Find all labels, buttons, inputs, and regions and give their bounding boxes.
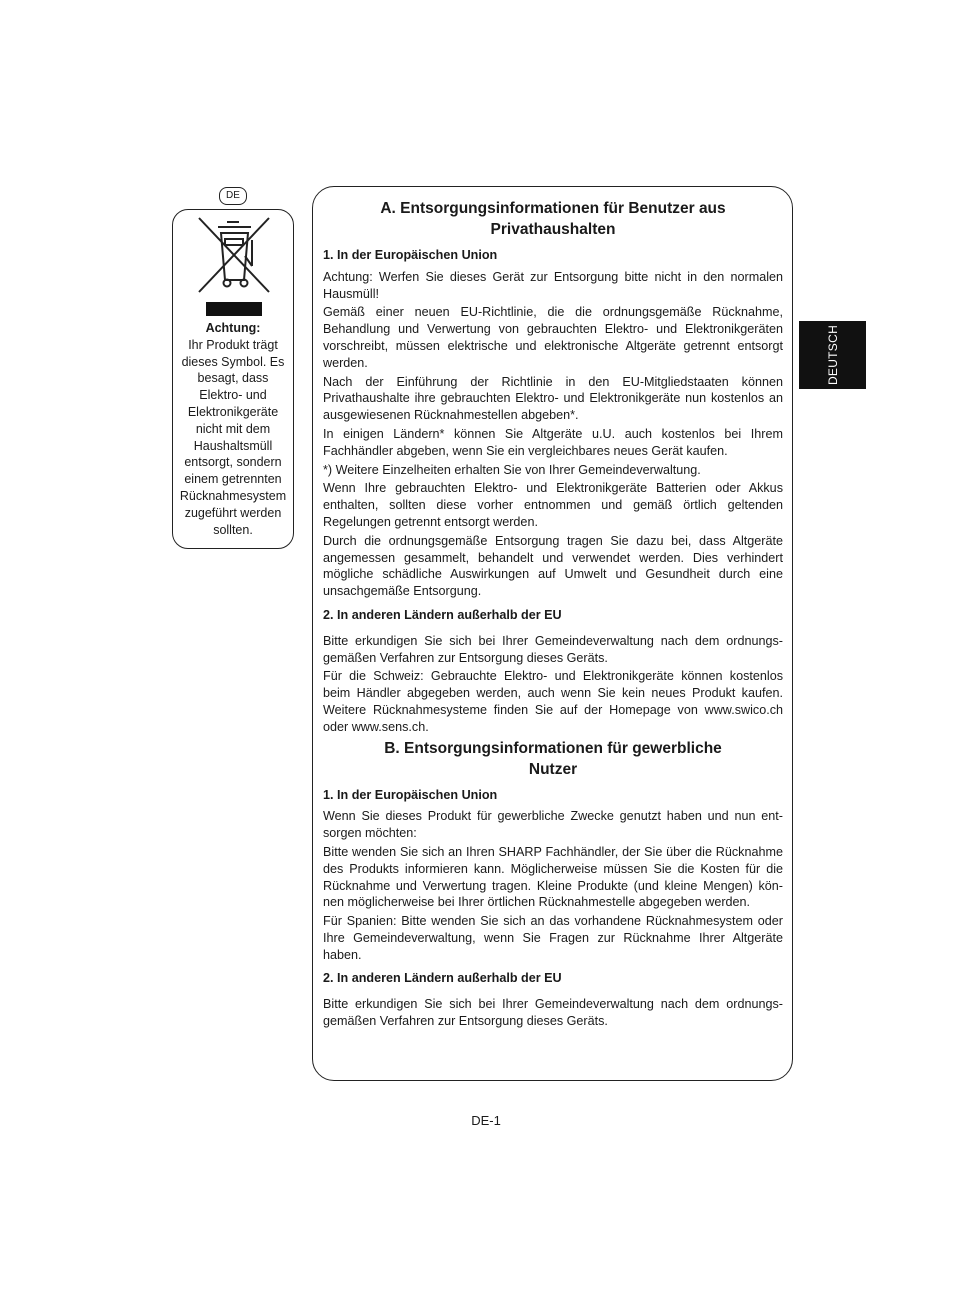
paragraph: In einigen Ländern* können Sie Altgeräte u.U. auch kostenlos bei Ihrem Fachhändler abgeben, wenn Sie ein vergleichbares neues Gerät kaufen. (323, 426, 783, 458)
section-b-title: B. Entsorgungsinformationen für gewerbliche Nutzer (384, 739, 722, 778)
paragraph: Für die Schweiz: Gebrauchte Elektro- und Elektronikgeräte können kostenlos beim Händler abgegeben werden, auch wenn Sie kein neues Produkt kaufen. Weitere Rücknahmesysteme finden Sie auf der Homepage von www.swico.ch oder www.sens.ch. (323, 669, 783, 734)
paragraph: Gemäß einer neuen EU-Richtlinie, die die ordnungsgemäße Rücknahme, Behandlung und Verwertung von gebrauchten Elektro- und Elektronikgeräten vorschreibt, müssen elektrische und elektronische Altgeräte getrennt entsorgt werden. (323, 305, 783, 370)
side-notice-title: Achtung: (205, 321, 261, 335)
paragraph: Bitte wenden Sie sich an Ihren SHARP Fachhändler, der Sie über die Rücknahme des Produkts informieren kann. Möglicherweise müssen Sie die Kosten für die Rücknahme und Verwertung tragen. Kleine Produkte (und kleine Mengen) kön-nen möglicherweise bei Ihrer örtlichen Rücknahmestelle abgegeben werden. (323, 844, 783, 910)
weee-notice-box (172, 209, 294, 549)
language-badge: DE (219, 187, 247, 205)
main-content (323, 198, 783, 1032)
section-a-other-heading: 2. In anderen Ländern außerhalb der EU (323, 607, 562, 622)
section-a-eu-heading: 1. In der Europäischen Union (323, 248, 498, 262)
paragraph: *) Weitere Einzelheiten erhalten Sie von Ihrer Gemeindeverwaltung. (323, 462, 701, 477)
paragraph: Achtung: Werfen Sie dieses Gerät zur Entsorgung bitte nicht in den normalen Hausmüll! (323, 269, 783, 301)
language-tab (799, 321, 866, 389)
black-bar (206, 302, 262, 316)
paragraph: Durch die ordnungsgemäße Entsorgung tragen Sie dazu bei, dass Altgeräte angemessen gesammelt, behandelt und verwendet werden. Dies verhindert mögliche schädliche Auswirkungen auf Umwelt und Gesundheit durch eine unsachgemäße Entsorgung. (323, 533, 783, 599)
paragraph: Bitte erkundigen Sie sich bei Ihrer Gemeindeverwaltung nach dem ordnungs-gemäßen Verfahren zur Entsorgung dieses Geräts. (323, 997, 783, 1029)
paragraph: Wenn Ihre gebrauchten Elektro- und Elektronikgeräte Batterien oder Akkus enthalten, sollten diese vorher entnommen und gemäß örtlich geltenden Regelungen getrennt entsorgt werden. (323, 481, 783, 529)
side-notice-text (175, 320, 291, 538)
section-a-title: A. Entsorgungsinformationen für Benutzer aus Privathaushalten (380, 200, 726, 238)
paragraph: Für Spanien: Bitte wenden Sie sich an das vorhandene Rücknahmesystem oder Ihre Gemeindeverwaltung, wenn Sie Fragen zur Rücknahme Ihrer Altgeräte haben. (323, 914, 783, 962)
side-notice-body: Ihr Produkt trägt dieses Symbol. Es besagt, dass Elektro- und Elektronikgeräte nicht mit dem Haushaltsmüll entsorgt, sondern einem getrennten Rücknahmesystem zugeführt werden sollten. (179, 337, 287, 537)
paragraph: Wenn Sie dieses Produkt für gewerbliche Zwecke genutzt haben und nun ent-sorgen möchten: (323, 809, 783, 841)
section-b-other-heading: 2. In anderen Ländern außerhalb der EU (323, 971, 562, 986)
page-number: DE-1 (471, 1113, 501, 1128)
paragraph: Nach der Einführung der Richtlinie in den EU-Mitgliedstaaten können Privathaushalte ihre gebrauchten Elektro- und Elektronikgeräte nun kostenlos an ausgewiesenen Rücknahmestellen abgeben*. (323, 374, 783, 423)
paragraph: Bitte erkundigen Sie sich bei Ihrer Gemeindeverwaltung nach dem ordnungs-gemäßen Verfahren zur Entsorgung dieses Geräts. (323, 633, 783, 665)
section-b-eu-heading: 1. In der Europäischen Union (323, 787, 498, 802)
language-tab-label: DEUTSCH (825, 324, 840, 386)
crossed-out-wheelie-bin-icon (197, 216, 271, 294)
